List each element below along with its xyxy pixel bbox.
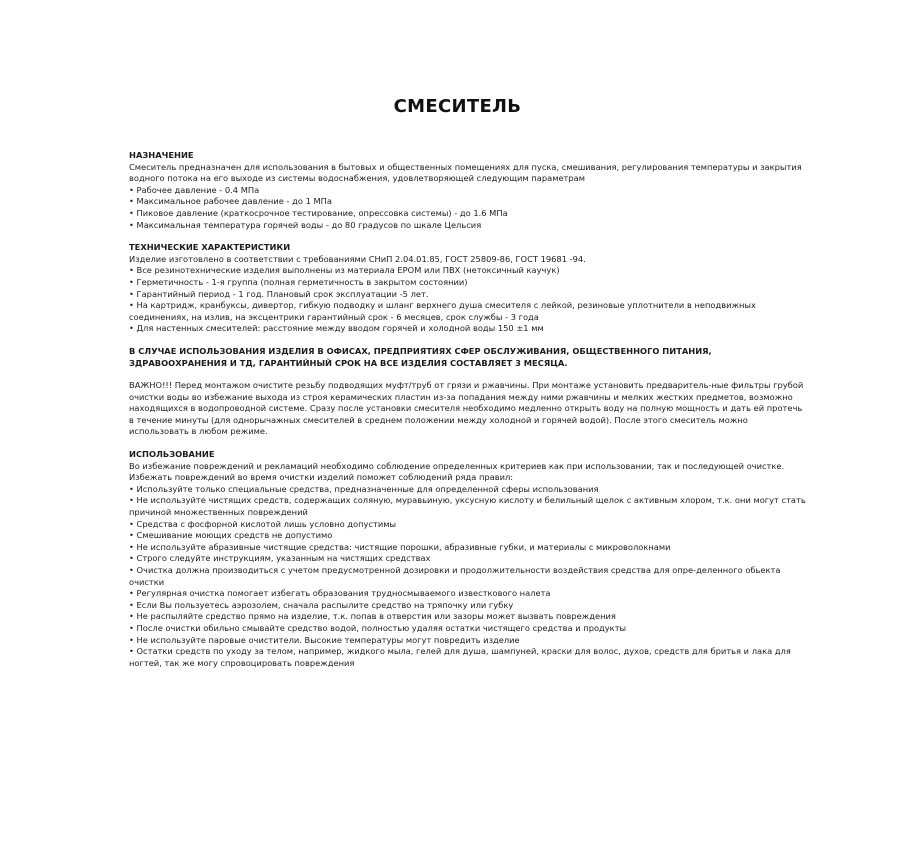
usage-item: • Остатки средств по уходу за телом, например, жидкого мыла, гелей для душа, шампуней, краски для волос, духов, средств для бритья и лака для ногтей, так же могу спровоцировать повреждения xyxy=(129,646,791,668)
usage-item: • Не используйте абразивные чистящие средства: чистящие порошки, абразивные губки, и материалы с микроволокнами xyxy=(129,541,671,552)
specs-item: • Для настенных смесителей: расстояние между вводом горячей и холодной воды 150 ±1 мм xyxy=(129,323,544,334)
usage-item: • Строго следуйте инструкциям, указанным на чистящих средствах xyxy=(129,553,431,564)
purpose-item: • Рабочее давление - 0.4 МПа xyxy=(129,184,260,195)
usage-intro: Во избежание повреждений и рекламаций необходимо соблюдение определенных критериев как при использовании, так и последующей очистке. Избежать повреждений во время очистки изделий поможет соблюдений ряда правил: xyxy=(129,460,785,483)
section-heading-usage: ИСПОЛЬЗОВАНИЕ xyxy=(129,449,215,460)
usage-item: • Не используйте чистящих средств, содержащих соляную, муравьиную, уксусную кислоту и белильный щелок с активным хлором, т.к. они могут стать причиной множественных повреждений xyxy=(129,495,806,518)
section-heading-specs: ТЕХНИЧЕСКИЕ ХАРАКТЕРИСТИКИ xyxy=(129,242,291,253)
purpose-item: • Пиковое давление (краткосрочное тестирование, опрессовка системы) - до 1.6 МПа xyxy=(129,207,508,218)
purpose-item: • Максимальное рабочее давление - до 1 МПа xyxy=(129,196,332,207)
section-heading-purpose: НАЗНАЧЕНИЕ xyxy=(129,150,194,160)
usage-item: • Не используйте паровые очистители. Высокие температуры могут повредить изделие xyxy=(129,634,520,645)
usage-item: • После очистки обильно смывайте средство водой, полностью удаляя остатки чистящего средства и продукты xyxy=(129,622,627,633)
document-title: СМЕСИТЕЛЬ xyxy=(393,96,522,117)
specs-intro: Изделие изготовлено в соответствии с требованиями СНиП 2.04.01.85, ГОСТ 25809-86, ГОСТ 19681 -94. xyxy=(129,253,586,264)
section-specs xyxy=(129,242,809,335)
purpose-item: • Максимальная температура горячей воды - до 80 градусов по шкале Цельсия xyxy=(129,219,482,230)
usage-item: • Регулярная очистка помогает избегать образования трудносмываемого известкового налета xyxy=(129,588,551,599)
section-purpose xyxy=(129,150,809,231)
document-body xyxy=(129,150,809,680)
usage-item: • Средства с фосфорной кислотой лишь условно допустимы xyxy=(129,518,397,529)
important-note: ВАЖНО!!! Перед монтажом очистите резьбу подводящих муфт/труб от грязи и ржавчины. При монтаже установить предваритель-ные фильтры грубой очистки воды во избежание выхода из строя керамических пластин из-за попадания между ними ржавчины и мелких жестких предметов, возможно находящихся в водопроводной системе. Сразу после установки смесителя необходимо медленно открыть воду на полную мощность и дать ей протечь в течение минуты (для однорычажных смесителей в среднем положении между холодной и горячей водой). После этого смеситель можно использовать в любом режиме. xyxy=(129,380,804,437)
specs-item: • Гарантийный период - 1 год. Плановый срок эксплуатации -5 лет. xyxy=(129,288,429,299)
section-usage xyxy=(129,449,809,669)
usage-item: • Смешивание моющих средств не допустимо xyxy=(129,530,333,541)
usage-item: • Используйте только специальные средства, предназначенные для определенной сферы использования xyxy=(129,483,599,494)
usage-item: • Если Вы пользуетесь аэрозолем, сначала распылите средство на тряпочку или губку xyxy=(129,599,514,610)
specs-item: • На картридж, кранбуксы, дивертор, гибкую подводку и шланг верхнего душа смесителя с лейкой, резиновые уплотнители в неподвижных соединениях, на излив, на эксцентрики гарантийный срок - 6 месяцев, срок службы - 3 года xyxy=(129,300,756,322)
usage-item: • Не распыляйте средство прямо на изделие, т.к. попав в отверстия или зазоры может вызвать повреждения xyxy=(129,611,616,622)
specs-item: • Герметичность - 1-я группа (полная герметичность в закрытом состоянии) xyxy=(129,276,468,287)
usage-item: • Очистка должна производиться с учетом предусмотренной дозировки и продолжительности воздействия средства для опре-деленного обьекта очистки xyxy=(129,565,781,587)
warranty-notice: В СЛУЧАЕ ИСПОЛЬЗОВАНИЯ ИЗДЕЛИЯ В ОФИСАХ, ПРЕДПРИЯТИЯХ СФЕР ОБСЛУЖИВАНИЯ, ОБЩЕСТВЕННОГО ПИТАНИЯ, ЗДРАВООХРАНЕНИЯ И ТД, ГАРАНТИЙНЫЙ СРОК НА ВСЕ ИЗДЕЛИЯ СОСТАВЛЯЕТ 3 МЕСЯЦА. xyxy=(129,345,712,368)
specs-item: • Все резинотехнические изделия выполнены из материала EPOM или ПВХ (нетоксичный каучук) xyxy=(129,265,560,276)
purpose-intro: Смеситель предназначен для использования в бытовых и общественных помещениях для пуска, смешивания, регулирования температуры и закрытия водного потока на его выходе из системы водоснабжения, удовлетворяющей следующим параметрам xyxy=(129,161,802,184)
